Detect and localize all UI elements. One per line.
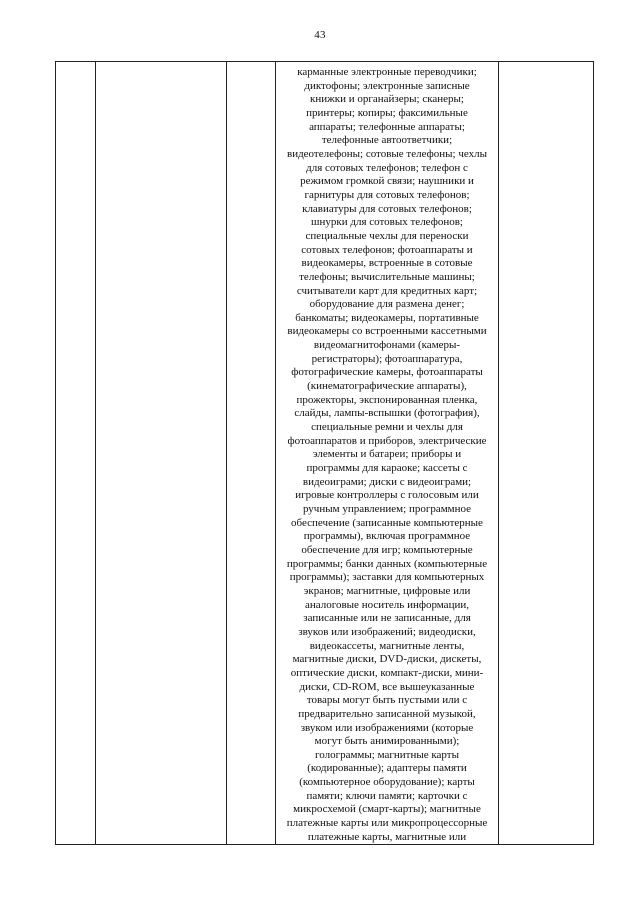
goods-list-text — [276, 62, 498, 844]
goods-line: диски, CD-ROM, все вышеуказанные — [299, 680, 475, 693]
goods-line: режимом громкой связи; наушники и — [300, 175, 474, 188]
goods-line: для сотовых телефонов; телефон с — [306, 161, 468, 174]
goods-line: видеотелефоны; сотовые телефоны; чехлы — [287, 147, 487, 160]
page-number: 43 — [314, 29, 326, 41]
goods-line: программы; банки данных (компьютерные — [286, 557, 488, 570]
goods-list-cell — [276, 62, 499, 845]
goods-line: ручным управлением; программное — [302, 503, 472, 515]
goods-line: обеспечение (записанные компьютерные — [291, 516, 483, 529]
goods-line: фотографические камеры, фотоаппараты — [291, 366, 483, 379]
notes-cell — [499, 62, 594, 845]
goods-line: видеокамеры, встроенные в сотовые — [301, 257, 473, 270]
goods-line: гарнитуры для сотовых телефонов; — [304, 188, 470, 201]
goods-line: программы для караоке; кассеты с — [306, 462, 468, 475]
goods-line: экранов; магнитные, цифровые или — [303, 584, 471, 597]
goods-line: (кинематографические аппараты), — [307, 380, 467, 393]
goods-line: книжки и органайзеры; сканеры; — [310, 93, 464, 106]
goods-line: фотоаппаратов и приборов, электрические — [287, 434, 487, 447]
goods-line: игровые контроллеры с голосовым или — [295, 489, 479, 502]
goods-line: специальные чехлы для переноски — [305, 229, 469, 242]
goods-line: оптические диски, компакт-диски, мини- — [290, 666, 484, 679]
goods-line: платежные карты, магнитные или — [307, 830, 467, 843]
goods-line: могут быть анимированными); — [314, 735, 460, 748]
goods-line: звуков или изображений; видеодиски, — [298, 625, 476, 638]
goods-line: платежные карты или микропроцессорные — [286, 817, 488, 830]
goods-line: видеокамеры со встроенными кассетными — [287, 325, 487, 338]
goods-line: видеомагнитофонами (камеры- — [313, 339, 461, 352]
goods-line: регистраторы); фотоаппаратура, — [311, 352, 463, 365]
goods-line: (кодированные); адаптеры памяти — [307, 762, 467, 775]
goods-line: программы); заставки для компьютерных — [289, 571, 485, 584]
goods-line: принтеры; копиры; факсимильные — [306, 106, 468, 119]
goods-line: видеокассеты, магнитные ленты, — [309, 639, 465, 652]
goods-line: сотовых телефонов; фотоаппараты и — [301, 243, 473, 256]
goods-line: обеспечение для игр; компьютерные — [301, 543, 473, 556]
goods-line: аналоговые носитель информации, — [305, 598, 469, 611]
goods-line: товары могут быть пустыми или с — [306, 694, 468, 707]
goods-line: считыватели карт для кредитных карт; — [296, 284, 478, 297]
goods-line: (компьютерное оборудование); карты — [299, 776, 475, 789]
goods-line: шнурки для сотовых телефонов; — [311, 216, 463, 229]
goods-line: звуком или изображениями (которые — [300, 721, 474, 734]
goods-line: микросхемой (смарт-карты); магнитные — [293, 803, 481, 816]
goods-line: слайды, лампы-вспышки (фотография), — [294, 407, 480, 420]
goods-line: магнитные диски, DVD-диски, дискеты, — [292, 653, 482, 666]
goods-line: записанные или не записанные, для — [303, 612, 471, 625]
goods-line: прожекторы, экспонированная пленка, — [296, 393, 478, 406]
goods-line: программы), включая программное — [303, 530, 471, 543]
number-cell — [56, 62, 96, 845]
goods-line: карманные электронные переводчики; — [297, 66, 477, 78]
goods-line: банкоматы; видеокамеры, портативные — [295, 311, 479, 324]
table-row — [56, 62, 594, 845]
goods-line: видеоиграми; диски с видеоиграми; — [302, 475, 472, 488]
goods-line: памяти; ключи памяти; карточки с — [306, 789, 468, 802]
goods-line: телефонные автоответчики; — [321, 134, 453, 147]
goods-line: аппараты; телефонные аппараты; — [309, 120, 465, 133]
goods-line: специальные ремни и чехлы для — [311, 421, 463, 434]
goods-line: голограммы; магнитные карты — [315, 748, 459, 761]
goods-line: оборудование для размена денег; — [309, 298, 465, 311]
goods-line: диктофоны; электронные записные — [304, 79, 470, 92]
goods-line: элементы и батареи; приборы и — [312, 448, 462, 461]
goods-line: телефоны; вычислительные машины; — [299, 270, 475, 283]
class-cell — [227, 62, 276, 845]
name-cell — [96, 62, 227, 845]
goods-table — [55, 61, 594, 845]
goods-line: клавиатуры для сотовых телефонов; — [302, 202, 472, 215]
goods-line: предварительно записанной музыкой, — [298, 707, 476, 720]
